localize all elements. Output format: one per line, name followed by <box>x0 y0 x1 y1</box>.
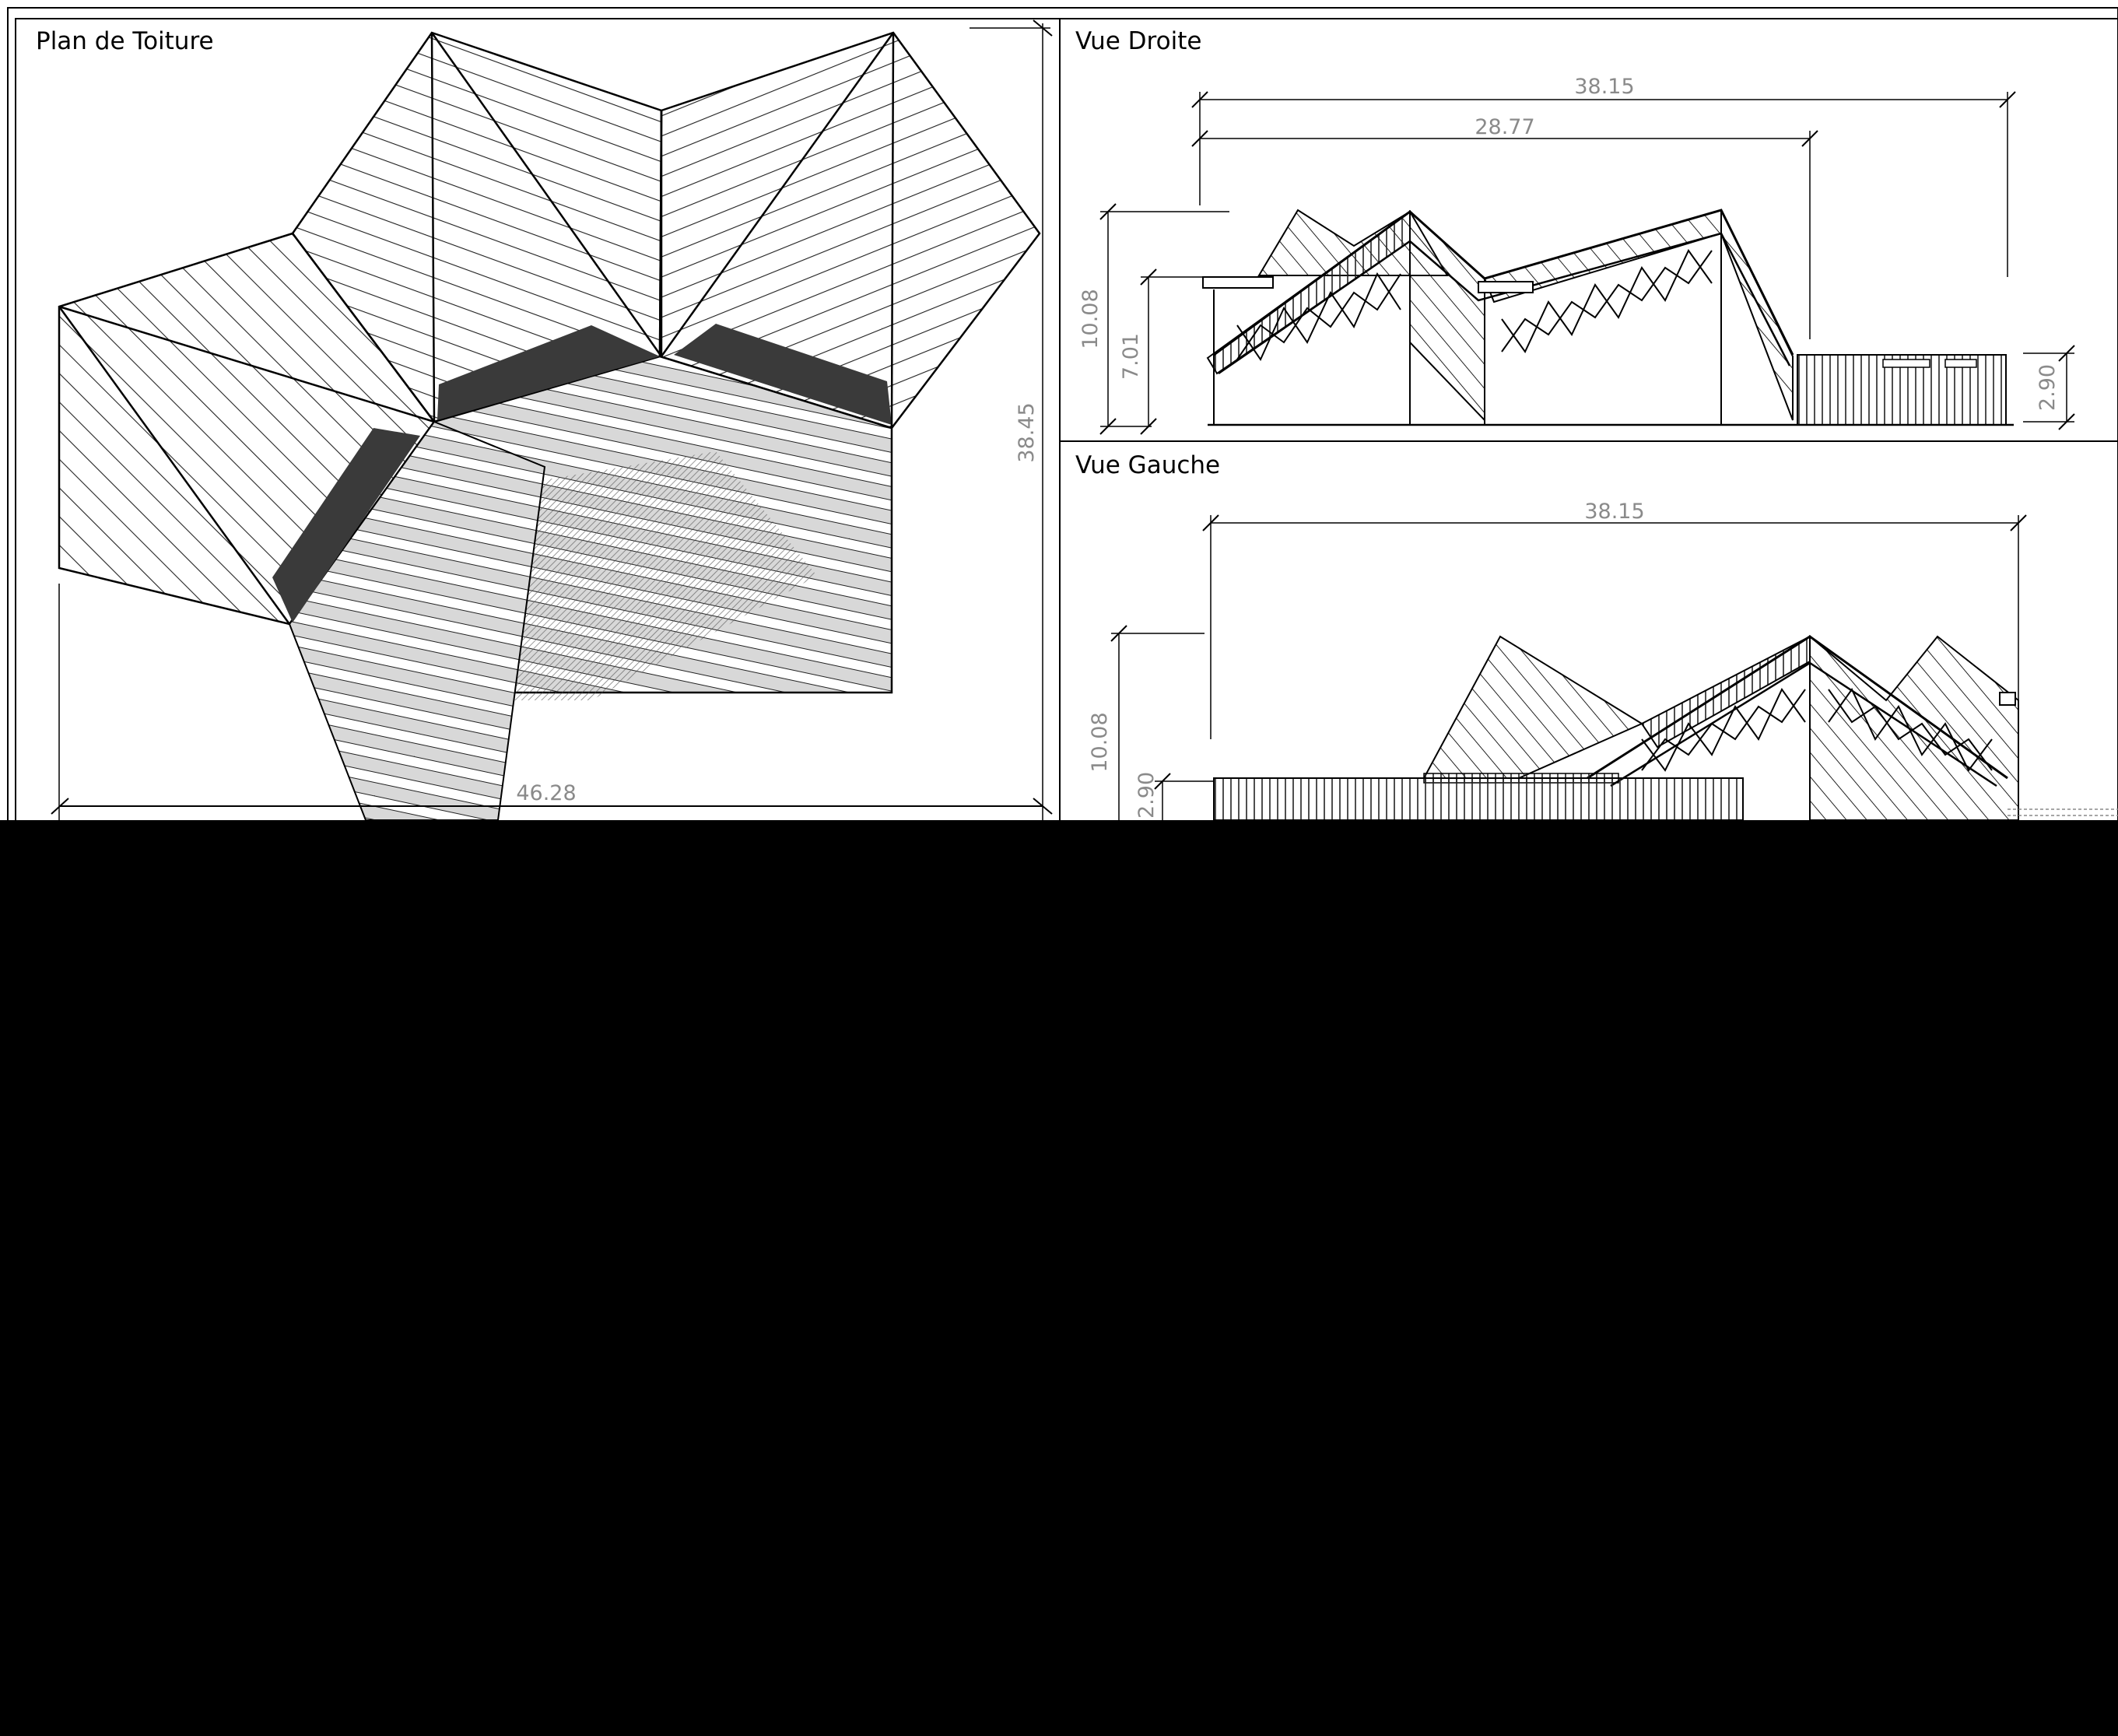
right-view-eave-height: 7.01 <box>1119 332 1143 381</box>
right-view-total-length: 38.15 <box>1574 75 1635 99</box>
left-view-wall-height: 2.90 <box>1134 771 1159 819</box>
right-view-title: Vue Droite <box>1075 27 1202 55</box>
blank-black-region <box>0 820 2118 1736</box>
left-view-height: 10.08 <box>1088 712 1112 773</box>
right-view-elevation <box>1203 210 2014 425</box>
right-view-wall-height: 2.90 <box>2036 363 2060 412</box>
right-view-panel <box>1075 27 2074 434</box>
roof-plan-title: Plan de Toiture <box>36 27 214 55</box>
roof-plan-height-dimension: 38.45 <box>1015 402 1039 463</box>
drawing-sheet <box>0 0 2118 820</box>
left-view-total-length: 38.15 <box>1584 500 1645 524</box>
right-view-partial-length: 28.77 <box>1475 115 1535 139</box>
left-view-title: Vue Gauche <box>1075 451 1221 479</box>
roof-plan-width-dimension: 46.28 <box>516 781 577 805</box>
left-view-elevation <box>1214 637 2118 820</box>
cad-drawing <box>0 0 2118 820</box>
right-view-height: 10.08 <box>1078 289 1103 349</box>
left-view-panel <box>1075 451 2118 820</box>
roof-plan-panel <box>36 20 1052 820</box>
